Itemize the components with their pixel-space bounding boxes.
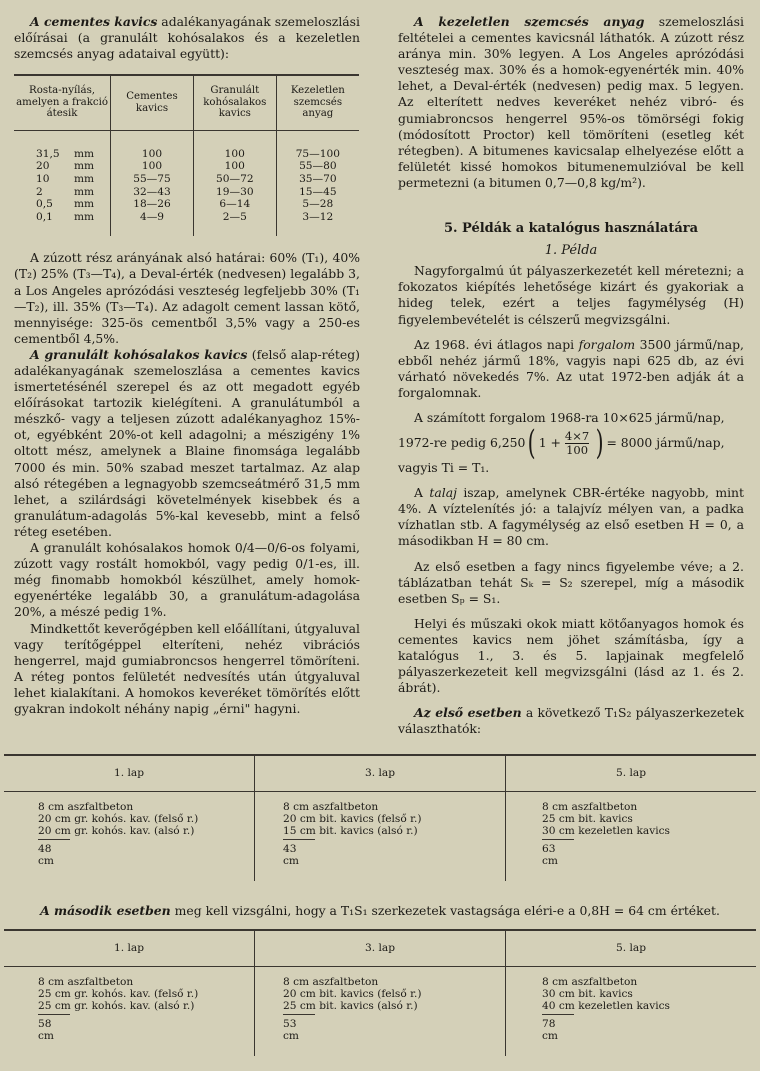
cement-gravel-value: 4—9 <box>111 211 194 237</box>
left-column <box>14 14 360 717</box>
layer-line: 8 cm aszfaltbeton <box>542 801 638 813</box>
sieve-size: 2 mm <box>36 185 95 198</box>
grain-size-table <box>14 74 359 236</box>
close-paren: ) <box>595 423 604 464</box>
layer-line: 30 cm kezeletlen kavics <box>542 825 670 837</box>
right-column <box>398 14 744 737</box>
untreated-value: 3—12 <box>276 211 359 237</box>
header-granulated: Granulált kohósalakos kavics <box>193 75 276 130</box>
granulated-value: 100 <box>193 130 276 160</box>
sieve-size: 0,1 mm <box>36 210 95 223</box>
sieve-size: 20 mm <box>36 160 95 173</box>
layer-line: 15 cm bit. kavics (alsó r.) <box>283 825 418 837</box>
paragraph-first-case: Az első esetben a fagy nincs figyelembe véve; a 2. táblázatban tehát Sₖ = S₂ szerepel, míg a második esetben Sₚ = S₁. <box>398 558 744 606</box>
paragraph-first-case-options: Az első esetben a következő T₁S₂ pályaszerkezetek választhatók: <box>398 705 744 737</box>
denominator: 100 <box>566 442 589 457</box>
paragraph-traffic: Az 1968. évi átlagos napi forgalom 3500 jármű/nap, ebből nehéz jármű 18%, vagyis napi 625 db, az évi várható növekedés 7%. Az utat 1972-ben adják át a forgalomnak. <box>398 336 744 400</box>
layer-line: 20 cm gr. kohós. kav. (alsó r.) <box>38 825 195 837</box>
grain-table-row <box>14 211 359 237</box>
header-lap-1: 1. lap <box>114 767 144 779</box>
cement-gravel-value: 18—26 <box>111 198 194 211</box>
paragraph-local-reasons: Helyi és műszaki okok miatt kötőanyagos homok és cementes kavics nem jöhet számításba, így a katalógus 1., 3. és 5. lapjainak megfelelő pályaszerkezeteit kell megvizsgálni (lásd az 1. és 2. ábrát). <box>398 615 744 696</box>
untreated-value: 35—70 <box>276 173 359 186</box>
structure-column <box>4 967 254 1056</box>
paragraph-granulated-gravel: A granulált kohósalakos kavics (felső alap-réteg) adalékanyagának szemeloszlása a cementes kavics ismertetésénél szerepel és az ott megadott egyéb előírásokat tartozik kielégíteni. A granulátumból a mészkő- vagy a teljesen zúzott adalékanyaghoz 15%-ot, egyébként 20%-ot kell adagolni; a mészigény 1% oltott mész, amelynek a Blaine finomsága legalább 7000 és min. 50% szabad meszet tartalmaz. Az alap alsó rétegében a legnagyobb szemcseátmérő 31,5 mm lehet, a szilárdsági követelmények kisebbek és a granulátum-adagolás 5%-kal kevesebb, mint a felső réteg esetében. <box>14 346 360 539</box>
total-thickness: 78 cm <box>542 1014 574 1042</box>
paragraph-untreated-material: A kezeletlen szemcsés anyag szemeloszlási feltételei a cementes kavicsnál láthatók. A zúzott rész aránya min. 30% legyen. A Los Angeles aprózódási veszteség max. 30% és a homok-egyenérték min. 40% lehet, a Deval-érték (nedvesen) pedig max. 5 legyen. Az elterített nedves keveréket nehéz vibró- és gumiabroncsos hengerrel 95%-os tömörségi fokig (módosított Proctor) kell tömöríteni (esetleg két rétegben). A bitumenes kavicsalap elhelyezése előtt a felületét kissé homokos bitumenemulzióval be kell permetezni (a bitumen 0,7—0,8 kg/m²). <box>398 14 744 190</box>
header-lap-3: 3. lap <box>254 756 505 791</box>
table-case-2-header <box>4 929 756 967</box>
layer-line: 25 cm gr. kohós. kav. (alsó r.) <box>38 1000 195 1012</box>
sieve-size: 0,5 mm <box>36 198 95 211</box>
cement-gravel-value: 55—75 <box>111 173 194 186</box>
grain-table-row <box>14 186 359 199</box>
grain-table-row <box>14 173 359 186</box>
layer-line: 30 cm bit. kavics <box>542 988 633 1000</box>
total-thickness: 43 cm <box>283 839 315 867</box>
grain-table-row <box>14 160 359 173</box>
paragraph-soil: A talaj iszap, amelynek CBR-értéke nagyobb, mint 4%. A víztelenítés jó: a talajvíz mélyen van, a padka vízhatlan stb. A fagymélység az első esetben H = 0, a másodikban H = 80 cm. <box>398 485 745 549</box>
layer-line: 8 cm aszfaltbeton <box>542 976 638 988</box>
granulated-value: 6—14 <box>193 198 276 211</box>
table-case-1 <box>4 754 756 881</box>
total-thickness: 48 cm <box>38 839 70 867</box>
table-case-1-header <box>4 754 756 792</box>
layer-line: 8 cm aszfaltbeton <box>283 976 379 988</box>
sieve-size: 10 mm <box>36 172 95 185</box>
layer-line: 8 cm aszfaltbeton <box>283 801 379 813</box>
grain-table-row <box>14 130 359 160</box>
sieve-size: 31,5 mm <box>36 147 95 160</box>
header-untreated: Kezeletlen szemcsés anyag <box>276 75 359 130</box>
granulated-value: 2—5 <box>193 211 276 237</box>
intro-paragraph: A cementes kavics adalékanyagának szemeloszlási előírásai (a granulált kohósalakos és a kezeletlen szemcsés anyag adataival együtt): <box>14 14 361 62</box>
paragraph-computed-traffic: A számított forgalom 1968-ra 10×625 jármű/nap, <box>414 409 725 425</box>
layer-line: 25 cm gr. kohós. kav. (felső r.) <box>38 988 199 1000</box>
fraction <box>565 430 589 457</box>
header-cement-gravel: Cementes kavics <box>111 75 194 130</box>
total-thickness: 63 cm <box>542 839 574 867</box>
paragraph-ti: vagyis Ti = T₁. <box>398 460 490 476</box>
example-title: 1. Példa <box>544 243 598 259</box>
layer-line: 8 cm aszfaltbeton <box>38 976 134 988</box>
table-case-2 <box>4 929 756 1056</box>
open-paren: ( <box>528 423 537 464</box>
traffic-formula: 1972-re pedig 6,250 ( 1 + $\frac{4\times 7}{100}$ ) = 8000 jármű/nap, <box>398 423 725 464</box>
cement-gravel-value: 100 <box>111 160 194 173</box>
header-lap-3: 3. lap <box>254 931 505 966</box>
structure-column <box>254 792 505 881</box>
paragraph-example-intro: Nagyforgalmú út pályaszerkezetét kell méretezni; a fokozatos kiépítés lehetősége kizárt és gyakoriak a hideg telek, ezért a teljes fagymélység (H) figyelembevételét is célszerű megvizsgálni. <box>398 263 744 327</box>
untreated-value: 55—80 <box>276 160 359 173</box>
numerator: 4×7 <box>564 428 590 443</box>
layer-line: 20 cm gr. kohós. kav. (felső r.) <box>38 813 199 825</box>
untreated-value: 5—28 <box>276 198 359 211</box>
granulated-value: 19—30 <box>193 186 276 199</box>
cement-gravel-value: 100 <box>111 130 194 160</box>
cement-gravel-value: 32—43 <box>111 186 194 199</box>
layer-line: 20 cm bit. kavics (felső r.) <box>283 813 422 825</box>
second-case-sentence: A második esetben meg kell vizsgálni, hogy a T₁S₁ szerkezetek vastagsága eléri-e a 0,8H = 64 cm értéket. <box>40 903 720 918</box>
structure-column <box>505 792 756 881</box>
untreated-value: 15—45 <box>276 186 359 199</box>
granulated-value: 100 <box>193 160 276 173</box>
grain-table-row <box>14 198 359 211</box>
layer-line: 25 cm bit. kavics <box>542 813 633 825</box>
layer-line: 40 cm kezeletlen kavics <box>542 1000 670 1012</box>
header-lap-5: 5. lap <box>505 756 756 791</box>
total-thickness: 58 cm <box>38 1014 70 1042</box>
layer-line: 20 cm bit. kavics (felső r.) <box>283 988 422 1000</box>
paragraph-crushed-ratio: A zúzott rész arányának alsó határai: 60% (T₁), 40% (T₂) 25% (T₃—T₄), a Deval-érték (nedvesen) legalább 3, a Los Angeles aprózódási veszteség legfeljebb 30% (T₁—T₂), ill. 35% (T₃—T₄). Az adagolt cement lassan kötő, mennyisége: 325-ös cementből 3,5% vagy a 250-es cementből 4,5%. <box>14 250 360 346</box>
layer-line: 8 cm aszfaltbeton <box>38 801 134 813</box>
untreated-value: 75—100 <box>276 130 359 160</box>
header-lap-5: 5. lap <box>505 931 756 966</box>
total-thickness: 53 cm <box>283 1014 315 1042</box>
table-case-2-body <box>4 967 756 1056</box>
structure-column <box>254 967 505 1056</box>
paragraph-granulated-sand: A granulált kohósalakos homok 0/4—0/6-os folyami, zúzott vagy rostált homokból, vagy pedig 0/1-es, ill. még finomabb homokból készülhet, amely homok-egyenértéke legalább 30, a granulátum-adagolása 20%, a mészé pedig 1%. <box>14 540 360 620</box>
granulated-value: 50—72 <box>193 173 276 186</box>
paragraph-mixing: Mindkettőt keverőgépben kell előállítani, útgyaluval vagy terítőgéppel elteríteni, nehéz vibrációs hengerrel, majd gumiabroncsos hengerrel tömöríteni. A réteg pontos felületét nedvesítés után útgyaluval lehet kialakítani. A homokos keveréket tömörítés előtt gyakran indokolt néhány napig „érni" hagyni. <box>14 620 360 716</box>
table-case-1-body <box>4 792 756 881</box>
structure-column <box>4 792 254 881</box>
header-sieve: Rosta-nyílás, amelyen a frakció átesik <box>14 75 111 130</box>
header-lap-1: 1. lap <box>114 942 144 954</box>
section-title: 5. Példák a katalógus használatára <box>443 221 699 237</box>
structure-column <box>505 967 756 1056</box>
grain-table-header <box>14 75 359 130</box>
layer-line: 25 cm bit. kavics (alsó r.) <box>283 1000 418 1012</box>
